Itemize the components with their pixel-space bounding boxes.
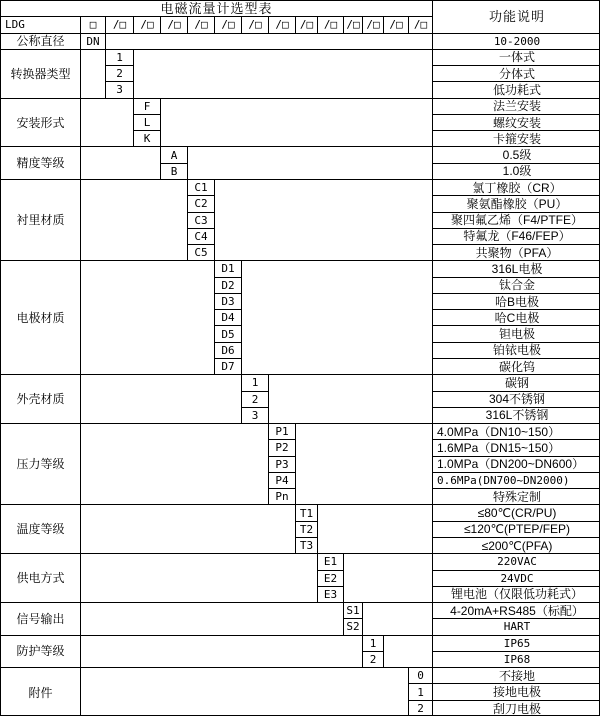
option-code: 3	[106, 82, 134, 98]
option-code: Pn	[269, 489, 296, 505]
option-desc: 法兰安装	[433, 99, 600, 115]
option-desc: 24VDC	[433, 571, 600, 587]
category-label: 温度等级	[1, 505, 81, 554]
option-desc: 分体式	[433, 66, 600, 82]
option-code: 1	[242, 375, 269, 391]
option-code: C3	[188, 213, 215, 229]
option-code: F	[134, 99, 161, 115]
option-desc: IP65	[433, 636, 600, 652]
option-code: S1	[344, 603, 363, 619]
model-slot: /□	[269, 17, 296, 33]
option-code: E3	[318, 587, 344, 603]
category-label: 附件	[1, 668, 81, 716]
category-label: 信号输出	[1, 603, 81, 636]
option-code: C5	[188, 245, 215, 261]
category-label: 供电方式	[1, 554, 81, 603]
category-label-diameter: 公称直径	[1, 34, 81, 50]
option-desc: 1.6MPa（DN15~150）	[433, 440, 600, 456]
table-title: 电磁流量计选型表	[1, 1, 433, 17]
option-code: D3	[215, 294, 242, 310]
spacer-cell	[318, 505, 433, 554]
option-code: A	[161, 147, 188, 163]
option-desc: 0.6MPa(DN700~DN2000)	[433, 473, 600, 489]
option-desc: IP68	[433, 652, 600, 668]
option-desc: 钛合金	[433, 278, 600, 294]
option-desc: ≤80℃(CR/PU)	[433, 505, 600, 521]
category-label: 防护等级	[1, 636, 81, 669]
spacer-cell	[81, 424, 269, 505]
model-slot: /□	[188, 17, 215, 33]
option-code: C2	[188, 196, 215, 212]
diameter-blank	[106, 34, 433, 50]
option-desc: 一体式	[433, 50, 600, 66]
spacer-cell	[296, 424, 433, 505]
model-slot: /□	[409, 17, 433, 33]
spacer-cell	[384, 636, 433, 669]
spacer-cell	[363, 603, 433, 636]
category-label: 压力等级	[1, 424, 81, 505]
spacer-cell	[81, 180, 188, 261]
category-label: 电极材质	[1, 261, 81, 375]
option-desc: 共聚物（PFA）	[433, 245, 600, 261]
option-desc: 钽电极	[433, 326, 600, 342]
option-code: T2	[296, 522, 318, 538]
option-desc: 4.0MPa（DN10~150）	[433, 424, 600, 440]
spacer-cell	[242, 261, 433, 375]
option-desc: 聚氨酯橡胶（PU）	[433, 196, 600, 212]
option-desc: 锂电池（仅限低功耗式）	[433, 587, 600, 603]
model-slot: /□	[363, 17, 384, 33]
option-desc: 螺纹安装	[433, 115, 600, 131]
model-slot: /□	[344, 17, 363, 33]
spacer-cell	[269, 375, 433, 424]
spacer-cell	[81, 636, 363, 669]
spacer-cell	[81, 147, 161, 180]
option-code: T1	[296, 505, 318, 521]
option-desc: 碳钢	[433, 375, 600, 391]
model-slot: /□	[296, 17, 318, 33]
spacer-cell	[81, 375, 242, 424]
spacer-cell	[344, 554, 433, 603]
option-desc: 低功耗式	[433, 82, 600, 98]
option-code: C1	[188, 180, 215, 196]
option-desc: 特氟龙（F46/FEP）	[433, 229, 600, 245]
model-slot: /□	[106, 17, 134, 33]
option-code: D7	[215, 359, 242, 375]
category-label: 精度等级	[1, 147, 81, 180]
model-slot: /□	[161, 17, 188, 33]
option-desc: 10-2000	[433, 34, 600, 50]
option-desc: 220VAC	[433, 554, 600, 570]
option-desc: 铂铱电极	[433, 343, 600, 359]
option-code: 2	[363, 652, 384, 668]
spacer-cell	[81, 50, 106, 99]
option-code: 2	[242, 392, 269, 408]
option-desc: 卡箍安装	[433, 131, 600, 147]
option-desc: 1.0MPa（DN200~DN600）	[433, 457, 600, 473]
option-code: E1	[318, 554, 344, 570]
spacer-cell	[134, 50, 433, 99]
model-slot: /□	[134, 17, 161, 33]
option-code: K	[134, 131, 161, 147]
option-desc: ≤200℃(PFA)	[433, 538, 600, 554]
option-code: P2	[269, 440, 296, 456]
spacer-cell	[81, 261, 215, 375]
model-slot: /□	[215, 17, 242, 33]
category-label: 安装形式	[1, 99, 81, 148]
spacer-cell	[188, 147, 433, 180]
option-desc: 4-20mA+RS485（标配）	[433, 603, 600, 619]
category-label: 外壳材质	[1, 375, 81, 424]
option-code: P1	[269, 424, 296, 440]
spacer-cell	[81, 603, 344, 636]
option-code: D4	[215, 310, 242, 326]
option-code: 3	[242, 408, 269, 424]
option-code: D1	[215, 261, 242, 277]
option-code: 1	[106, 50, 134, 66]
option-code: D6	[215, 343, 242, 359]
option-code: D5	[215, 326, 242, 342]
model-slot: /□	[384, 17, 409, 33]
model-first-slot: □	[81, 17, 106, 33]
spacer-cell	[215, 180, 433, 261]
model-slot: /□	[318, 17, 344, 33]
option-code: 2	[409, 701, 433, 716]
option-code: P3	[269, 457, 296, 473]
spacer-cell	[161, 99, 433, 148]
category-label: 转换器类型	[1, 50, 81, 99]
option-desc: 特殊定制	[433, 489, 600, 505]
option-code: 1	[363, 636, 384, 652]
option-desc: 不接地	[433, 668, 600, 684]
option-code: D2	[215, 278, 242, 294]
spacer-cell	[81, 668, 409, 716]
option-code: 0	[409, 668, 433, 684]
option-code: C4	[188, 229, 215, 245]
category-label: 衬里材质	[1, 180, 81, 261]
option-desc: 316L不锈钢	[433, 408, 600, 424]
option-code: L	[134, 115, 161, 131]
option-desc: 哈C电极	[433, 310, 600, 326]
option-code: B	[161, 164, 188, 180]
option-desc: 氯丁橡胶（CR）	[433, 180, 600, 196]
option-desc: 刮刀电极	[492, 701, 541, 716]
option-desc: 316L电极	[433, 261, 600, 277]
option-desc: 304不锈钢	[433, 392, 600, 408]
spacer-cell	[81, 99, 134, 148]
option-desc: 0.5级	[433, 147, 600, 163]
option-code: P4	[269, 473, 296, 489]
option-code: E2	[318, 571, 344, 587]
model-slot: /□	[242, 17, 269, 33]
option-code: S2	[344, 619, 363, 635]
option-desc: 碳化钨	[433, 359, 600, 375]
option-code: T3	[296, 538, 318, 554]
option-desc: ≤120℃(PTEP/FEP)	[433, 522, 600, 538]
option-code: 1	[409, 684, 433, 700]
option-desc: 1.0级	[433, 164, 600, 180]
option-desc: HART	[433, 619, 600, 635]
option-desc: 接地电极	[433, 684, 600, 700]
spacer-cell	[81, 505, 296, 554]
model-prefix: LDG	[1, 17, 81, 33]
option-code: 2	[106, 66, 134, 82]
diameter-code: DN	[81, 34, 106, 50]
option-desc: 聚四氟乙烯（F4/PTFE）	[433, 213, 600, 229]
spacer-cell	[81, 554, 318, 603]
function-column-header: 功能说明	[433, 1, 600, 34]
option-desc: 哈B电极	[433, 294, 600, 310]
